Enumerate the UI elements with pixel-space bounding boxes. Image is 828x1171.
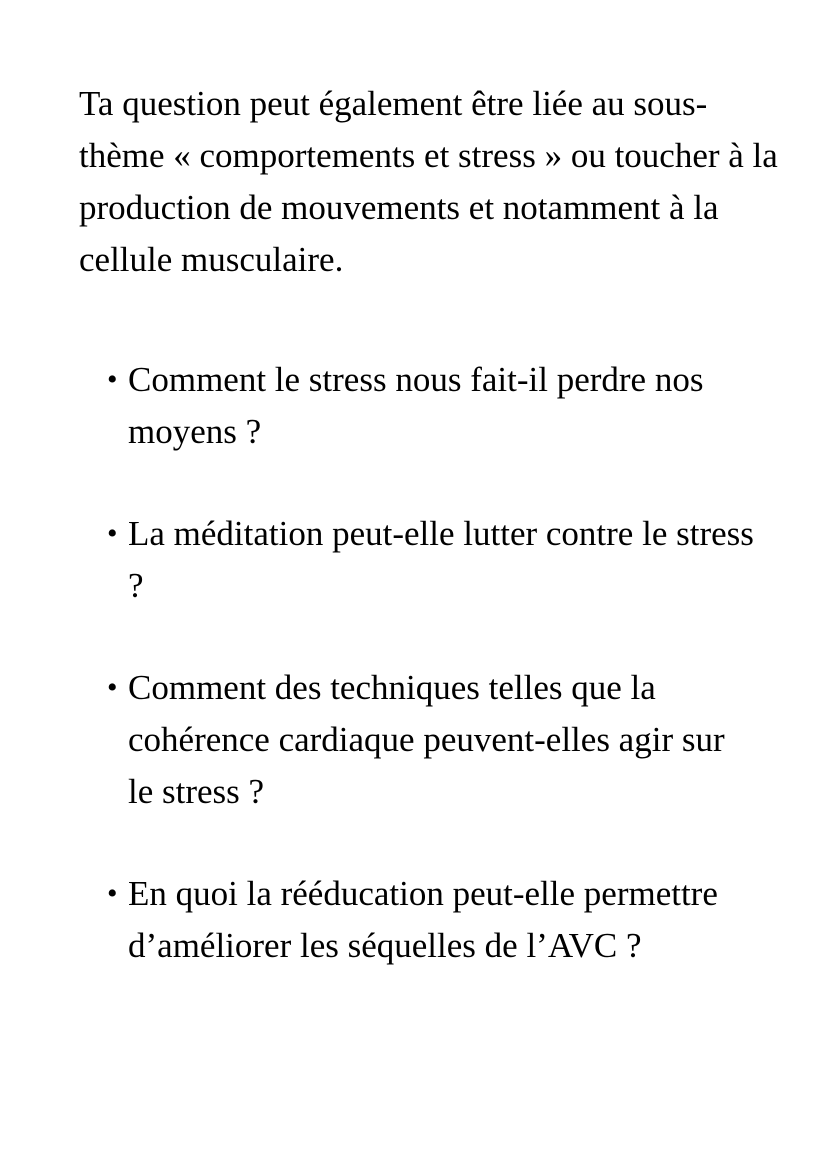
list-item bbox=[107, 508, 757, 612]
bullet-icon: • bbox=[107, 517, 118, 550]
question-text: En quoi la rééducation peut-elle permettre d’améliorer les séquelles de l’AVC ? bbox=[128, 874, 718, 965]
question-text: Comment des techniques telles que la cohérence cardiaque peuvent-elles agir sur le stress ? bbox=[128, 668, 725, 811]
list-item bbox=[107, 354, 757, 458]
list-item bbox=[107, 868, 757, 972]
intro-paragraph: Ta question peut également être liée au sous-thème « comportements et stress » ou toucher à la production de mouvements et notamment à la cellule musculaire. bbox=[79, 84, 778, 279]
bullet-icon: • bbox=[107, 671, 118, 704]
bullet-icon: • bbox=[107, 877, 118, 910]
question-text: La méditation peut-elle lutter contre le stress ? bbox=[128, 514, 754, 605]
list-item bbox=[107, 662, 757, 818]
question-text: Comment le stress nous fait-il perdre nos moyens ? bbox=[128, 360, 704, 451]
bullet-icon: • bbox=[107, 363, 118, 396]
